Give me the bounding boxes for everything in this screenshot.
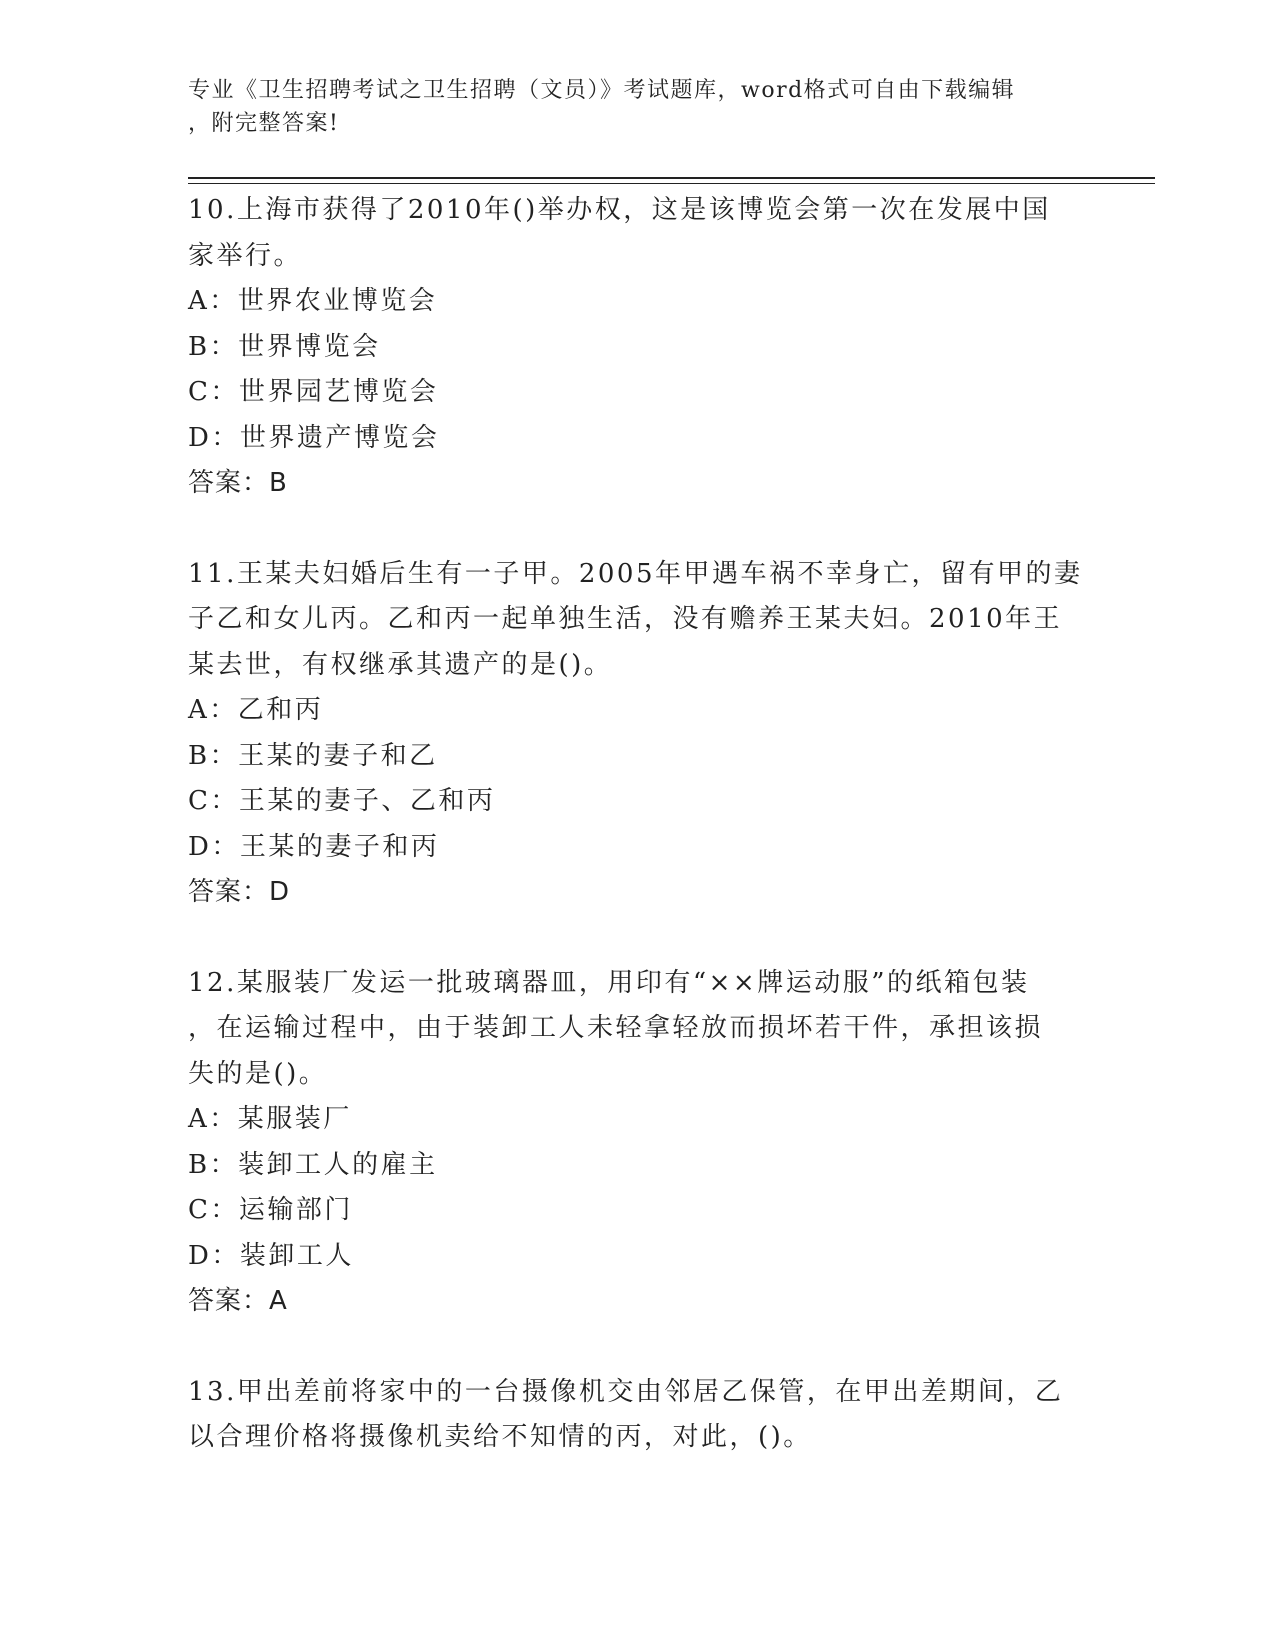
- option-a: A：世界农业博览会: [188, 286, 438, 316]
- question-text: 13.甲出差前将家中的一台摄像机交由邻居乙保管，在甲出差期间，乙: [188, 1376, 1064, 1407]
- question-text: 12.某服装厂发运一批玻璃器皿，用印有“××牌运动服”的纸箱包装: [188, 967, 1030, 998]
- question-text: ，在运输过程中，由于装卸工人未轻拿轻放而损坏若干件，承担该损: [188, 1013, 1044, 1043]
- option-b: B：装卸工人的雇主: [188, 1149, 438, 1180]
- answer: 答案：B: [188, 468, 288, 498]
- option-a: A：某服装厂: [188, 1104, 352, 1134]
- option-b: B：世界博览会: [188, 331, 381, 362]
- document-header: [188, 74, 1068, 140]
- question-text: 失的是()。: [188, 1058, 328, 1089]
- question-10: [188, 188, 1088, 507]
- question-12: [188, 961, 1088, 1325]
- question-text: 家举行。: [188, 240, 303, 271]
- option-d: D：王某的妻子和丙: [188, 831, 440, 862]
- option-a: A：乙和丙: [188, 695, 324, 725]
- answer: 答案：D: [188, 877, 291, 907]
- option-c: C：世界园艺博览会: [188, 377, 439, 407]
- question-list: [188, 188, 1088, 1506]
- option-c: C：运输部门: [188, 1195, 353, 1225]
- header-divider-thin: [188, 183, 1155, 184]
- question-text: 某去世，有权继承其遗产的是()。: [188, 649, 613, 680]
- header-line-1: 专业《卫生招聘考试之卫生招聘（文员）》考试题库，word格式可自由下载编辑: [188, 78, 1016, 103]
- option-c: C：王某的妻子、乙和丙: [188, 786, 496, 816]
- header-divider-thick: [188, 177, 1155, 179]
- question-13: [188, 1370, 1088, 1461]
- question-11: [188, 552, 1088, 916]
- answer: 答案：A: [188, 1286, 288, 1316]
- option-d: D：装卸工人: [188, 1240, 354, 1271]
- option-b: B：王某的妻子和乙: [188, 740, 438, 771]
- header-line-2: ，附完整答案!: [188, 111, 340, 136]
- question-text: 10.上海市获得了2010年()举办权，这是该博览会第一次在发展中国: [188, 195, 1051, 225]
- question-text: 以合理价格将摄像机卖给不知情的丙，对此，()。: [188, 1422, 812, 1452]
- question-text: 子乙和女儿丙。乙和丙一起单独生活，没有赡养王某夫妇。2010年王: [188, 604, 1063, 634]
- question-text: 11.王某夫妇婚后生有一子甲。2005年甲遇车祸不幸身亡，留有甲的妻: [188, 558, 1083, 589]
- option-d: D：世界遗产博览会: [188, 422, 440, 453]
